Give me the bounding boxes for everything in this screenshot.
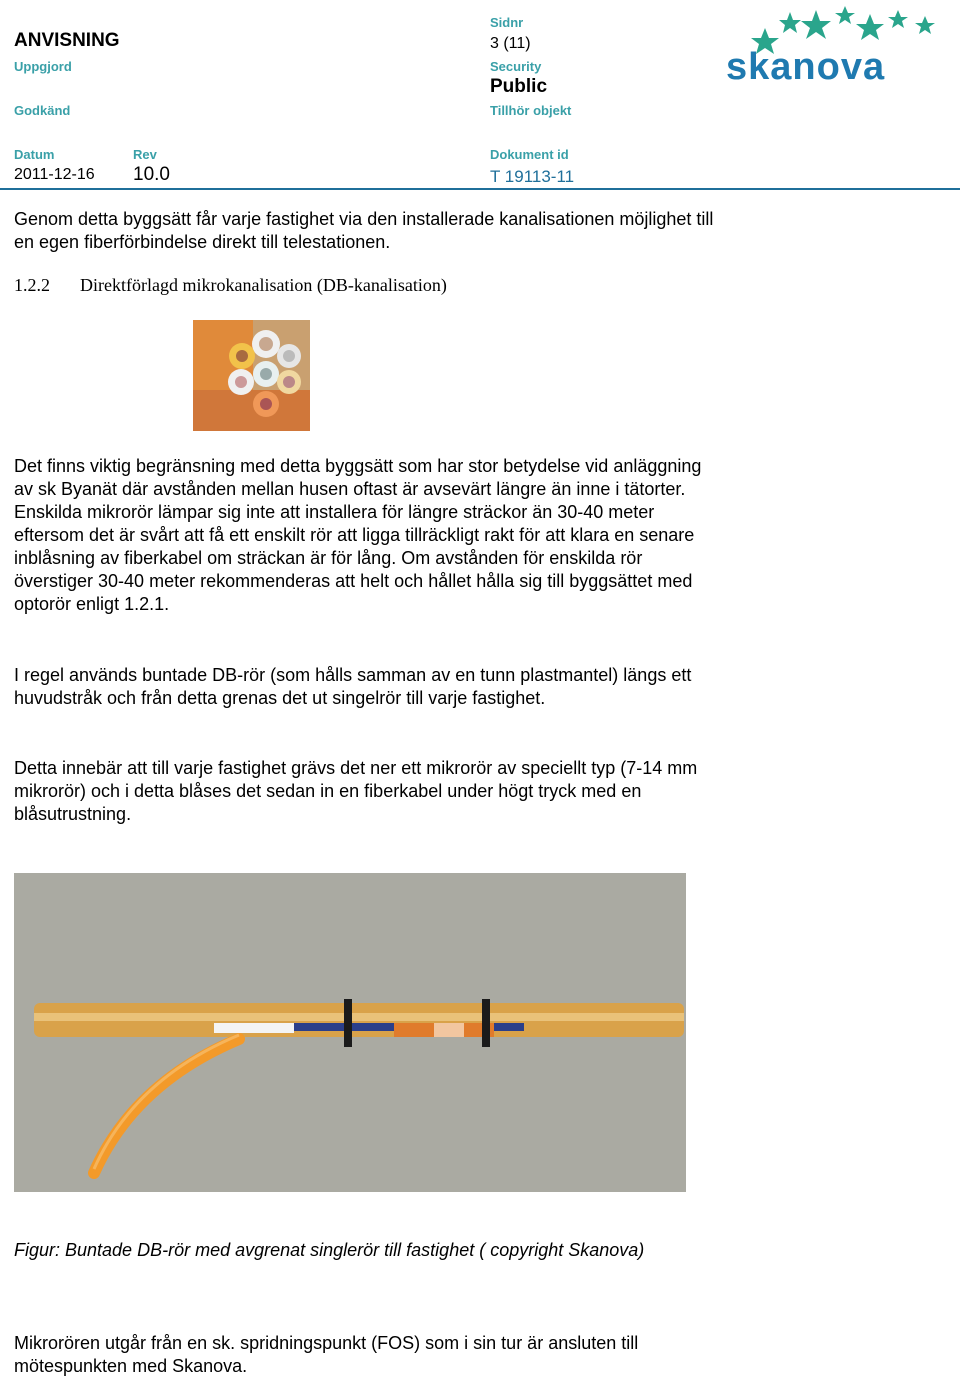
section-number: 1.2.2 (14, 275, 50, 295)
document-type: ANVISNING (14, 30, 120, 51)
datum-value: 2011-12-16 (14, 166, 95, 183)
security-value: Public (490, 76, 548, 97)
rev-value: 10.0 (133, 164, 170, 185)
godkand-label: Godkänd (14, 103, 71, 118)
datum-label: Datum (14, 147, 55, 162)
rev-label: Rev (133, 147, 157, 162)
tillhor-objekt-label: Tillhör objekt (490, 103, 572, 118)
uppgjord-label: Uppgjord (14, 59, 72, 74)
figure-caption: Figur: Buntade DB-rör med avgrenat singlerör till fastighet ( copyright Skanova) (14, 1240, 645, 1260)
bundled-db-pipes-photo (14, 873, 686, 1192)
sidnr-value: 3 (11) (490, 35, 531, 52)
paragraph-bundled-ducts: I regel används buntade DB-rör (som hålls samman av en tunn plastmantel) längs ett huvudstråk och från detta grenas det ut singelrör till varje fastighet. (14, 665, 692, 708)
logo-wordmark: skanova (726, 46, 886, 88)
sidnr-label: Sidnr (490, 15, 524, 30)
paragraph-distribution-point: Mikrorören utgår från en sk. spridningspunkt (FOS) som i sin tur är ansluten till mötespunkten med Skanova. (14, 1333, 639, 1376)
header-divider (0, 188, 960, 190)
skanova-logo (720, 0, 945, 90)
paragraph-installation: Detta innebär att till varje fastighet grävs det ner ett mikrorör av speciellt typ (7-14 mm mikrorör) och i detta blåses det sedan in en fiberkabel under högt tryck med en blåsutrustning. (14, 758, 698, 824)
paragraph-limitations: Det finns viktig begränsning med detta byggsätt som har stor betydelse vid anläggning av sk Byanät där avstånden mellan husen oftast är avsevärt längre än inne i tätorter. Enskilda mikrorör lämpar sig inte att installera för längre sträckor än 30-40 meter eftersom det är svårt att få ett enskilt rör att ligga tillräckligt rakt för att klara en senare inblåsning av fiberkabel om sträckan är för lång. Om avstånden för enskilda rör överstiger 30-40 meter rekommenderas att helt och hållet hålla sig till byggsättet med optorör enligt 1.2.1. (14, 456, 702, 614)
intro-paragraph: Genom detta byggsätt får varje fastighet via den installerade kanalisationen möjlighet till en egen fiberförbindelse direkt till telestationen. (14, 209, 714, 252)
dokument-id-label: Dokument id (490, 147, 569, 162)
security-label: Security (490, 59, 542, 74)
microduct-cross-section-image (193, 320, 310, 431)
dokument-id-value: T 19113-11 (490, 167, 575, 186)
section-title: Direktförlagd mikrokanalisation (DB-kanalisation) (80, 275, 447, 295)
section-heading (14, 275, 447, 296)
